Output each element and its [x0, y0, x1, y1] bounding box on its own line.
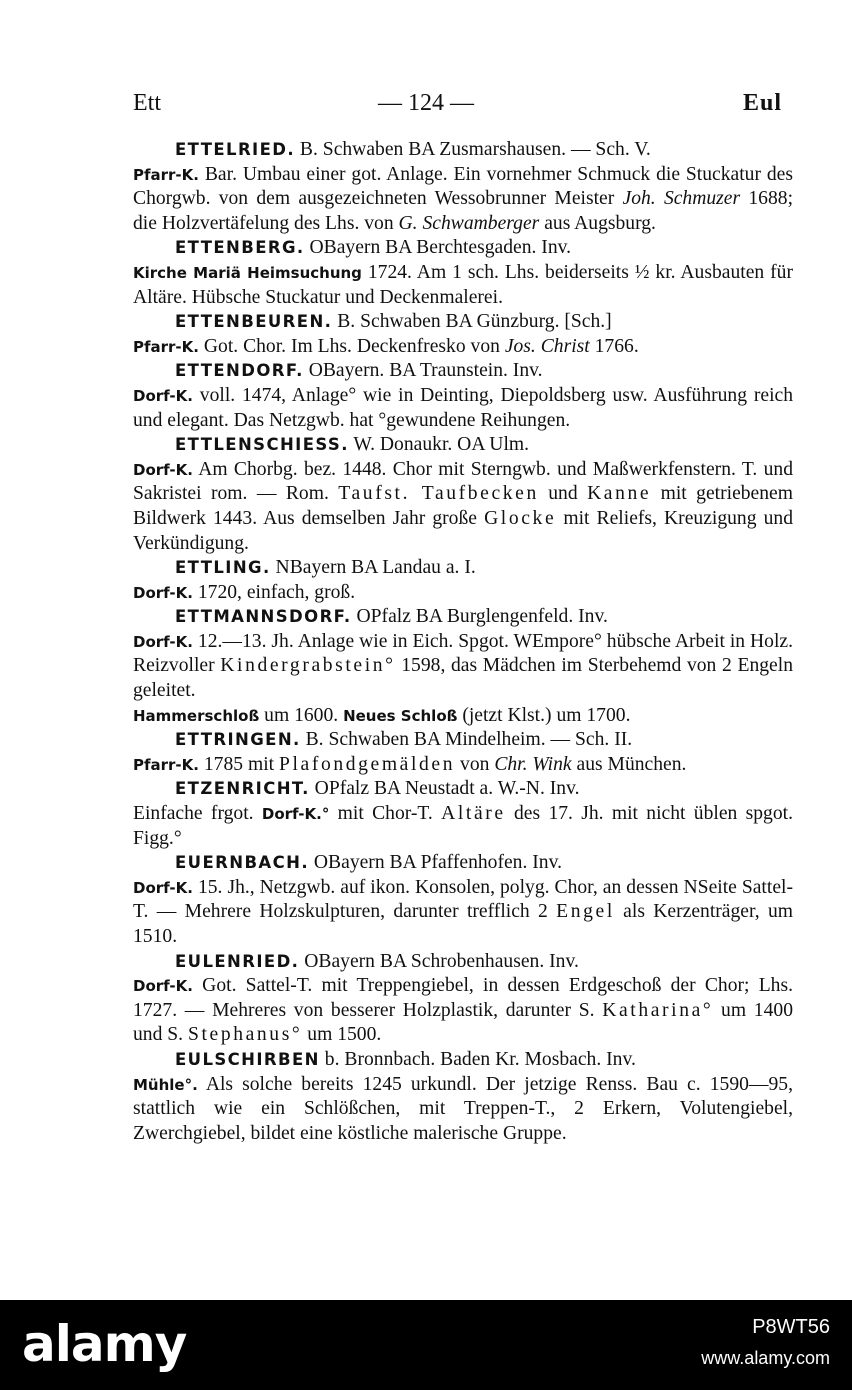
entry-ettling	[133, 556, 793, 605]
entry-body: Pfarr-K. 1785 mit Plafondgemälden von Chr. Wink aus München.	[133, 753, 687, 775]
building-label: Pfarr-K.	[133, 755, 199, 774]
headword: ETZENRICHT.	[175, 779, 310, 799]
watermark-url: www.alamy.com	[701, 1348, 830, 1368]
entry-body: Dorf-K. 15. Jh., Netzgwb. auf ikon. Konsolen, polyg. Chor, an dessen NSeite Sattel-T. — Mehrere Holzskulpturen, darunter trefflich 2 Engel als Kerzenträger, um 1510.	[133, 876, 793, 947]
entry-body: Pfarr-K. Bar. Umbau einer got. Anlage. Ein vornehmer Schmuck die Stuckatur des Chorgwb. von dem ausgezeichneten Wessobrunner Meister Joh. Schmuzer 1688; die Holzvertäfelung des Lhs. von G. Schwamberger aus Augsburg.	[133, 163, 794, 234]
entry-ettelried	[133, 138, 793, 236]
entry-body: Kirche Mariä Heimsuchung 1724. Am 1 sch. Lhs. beiderseits ½ kr. Ausbauten für Altäre. Hübsche Stuckatur und Deckenmalerei.	[133, 261, 793, 308]
entry-head: EULENRIED. OBayern BA Schrobenhausen. Inv.	[175, 950, 579, 972]
running-head-right: Eul	[742, 90, 782, 116]
running-head-left: Ett	[133, 90, 161, 116]
headword: ETTLING.	[175, 558, 271, 578]
building-label: Dorf-K.	[133, 632, 193, 651]
stock-watermark-banner	[0, 1300, 852, 1390]
headword: ETTLENSCHIESS.	[175, 435, 349, 455]
building-label: Dorf-K.	[133, 878, 193, 897]
building-label: Dorf-K.	[133, 977, 193, 996]
entry-list	[133, 138, 793, 1146]
building-label: Dorf-K.	[133, 386, 193, 405]
entry-body: Dorf-K. Got. Sattel-T. mit Treppengiebel, in dessen Erdgeschoß der Chor; Lhs. 1727. — Mehreres von besserer Holzplastik, darunter S. Katharina° um 1400 und S. Stephanus° um 1500.	[133, 975, 793, 1046]
entry-euernbach	[133, 851, 793, 949]
building-label: Neues Schloß	[343, 706, 458, 725]
headword: ETTENBERG.	[175, 238, 305, 258]
image-id: P8WT56	[752, 1316, 830, 1338]
entry-ettenberg	[133, 236, 793, 310]
headword: ETTENBEUREN.	[175, 312, 333, 332]
entry-head: ETTLENSCHIESS. W. Donaukr. OA Ulm.	[175, 434, 530, 456]
building-label: Pfarr-K.	[133, 165, 199, 184]
entry-eulschirben	[133, 1048, 793, 1146]
entry-ettmannsdorf	[133, 605, 793, 728]
entry-body: Einfache frgot. Dorf-K.° mit Chor-T. Altäre des 17. Jh. mit nicht üblen spgot. Figg.°	[133, 803, 793, 849]
entry-eulenried	[133, 950, 793, 1048]
headword: ETTMANNSDORF.	[175, 607, 352, 627]
building-label: Mühle°.	[133, 1075, 198, 1094]
entry-head: ETTMANNSDORF. OPfalz BA Burglengenfeld. Inv.	[175, 606, 608, 628]
entry-ettlenschiess	[133, 433, 793, 556]
entry-ettringen	[133, 728, 793, 777]
entry-head: ETTENBERG. OBayern BA Berchtesgaden. Inv.	[175, 237, 572, 259]
building-label: Hammerschloß	[133, 706, 260, 725]
entry-head: ETTENDORF. OBayern. BA Traunstein. Inv.	[175, 360, 543, 382]
entry-head: ETTENBEUREN. B. Schwaben BA Günzburg. [Sch.]	[175, 311, 612, 333]
entry-ettendorf	[133, 359, 793, 433]
building-label: Kirche Mariä Heimsuchung	[133, 263, 362, 282]
building-label: Dorf-K.	[133, 460, 193, 479]
headword: EUERNBACH.	[175, 853, 309, 873]
entry-body: Mühle°. Als solche bereits 1245 urkundl. Der jetzige Renss. Bau c. 1590—95, stattlich wie ein Schlößchen, mit Treppen-T., 2 Erkern, Volutengiebel, Zwerchgiebel, bildet eine köstliche malerische Gruppe.	[133, 1073, 793, 1144]
page-number: — 124 —	[378, 90, 474, 116]
entry-body: Pfarr-K. Got. Chor. Im Lhs. Deckenfresko von Jos. Christ 1766.	[133, 335, 639, 357]
entry-head: ETTELRIED. B. Schwaben BA Zusmarshausen. — Sch. V.	[175, 139, 651, 160]
entry-body: Dorf-K. 12.—13. Jh. Anlage wie in Eich. Spgot. WEmpore° hübsche Arbeit in Holz. Reizvoller Kindergrabstein° 1598, das Mädchen im Sterbehemd von 2 Engeln geleitet.	[133, 630, 793, 702]
alamy-logo: alamy	[22, 1315, 187, 1373]
entry-body: Dorf-K. 1720, einfach, groß.	[133, 581, 356, 603]
headword: ETTENDORF.	[175, 361, 304, 381]
building-label: Dorf-K.	[133, 583, 193, 602]
entry-head: EUERNBACH. OBayern BA Pfaffenhofen. Inv.	[175, 852, 563, 874]
headword: EULSCHIRBEN	[175, 1049, 320, 1069]
entry-ettenbeuren	[133, 310, 793, 359]
entry-body: Dorf-K. voll. 1474, Anlage° wie in Deinting, Diepoldsberg usw. Ausführung reich und elegant. Das Netzgwb. hat °gewundene Reihungen.	[133, 384, 793, 431]
entry-head: ETZENRICHT. OPfalz BA Neustadt a. W.-N. Inv.	[175, 778, 580, 800]
entry-etzenricht	[133, 777, 793, 851]
building-label: Pfarr-K.	[133, 337, 199, 356]
entry-head: ETTRINGEN. B. Schwaben BA Mindelheim. — Sch. II.	[175, 729, 633, 751]
headword: ETTRINGEN.	[175, 730, 301, 750]
entry-head: EULSCHIRBEN b. Bronnbach. Baden Kr. Mosbach. Inv.	[175, 1048, 636, 1070]
building-label: Dorf-K.°	[261, 805, 330, 824]
headword: EULENRIED.	[175, 951, 300, 971]
entry-body: Hammerschloß um 1600. Neues Schloß (jetzt Klst.) um 1700.	[133, 704, 631, 726]
entry-head: ETTLING. NBayern BA Landau a. I.	[175, 557, 476, 579]
headword: ETTELRIED.	[175, 140, 296, 159]
entry-body: Dorf-K. Am Chorbg. bez. 1448. Chor mit Sterngwb. und Maßwerkfenstern. T. und Sakristei rom. — Rom. Taufst. Taufbecken und Kanne mit getriebenem Bildwerk 1443. Aus demselben Jahr große Glocke mit Reliefs, Kreuzigung und Verkündigung.	[133, 458, 794, 554]
